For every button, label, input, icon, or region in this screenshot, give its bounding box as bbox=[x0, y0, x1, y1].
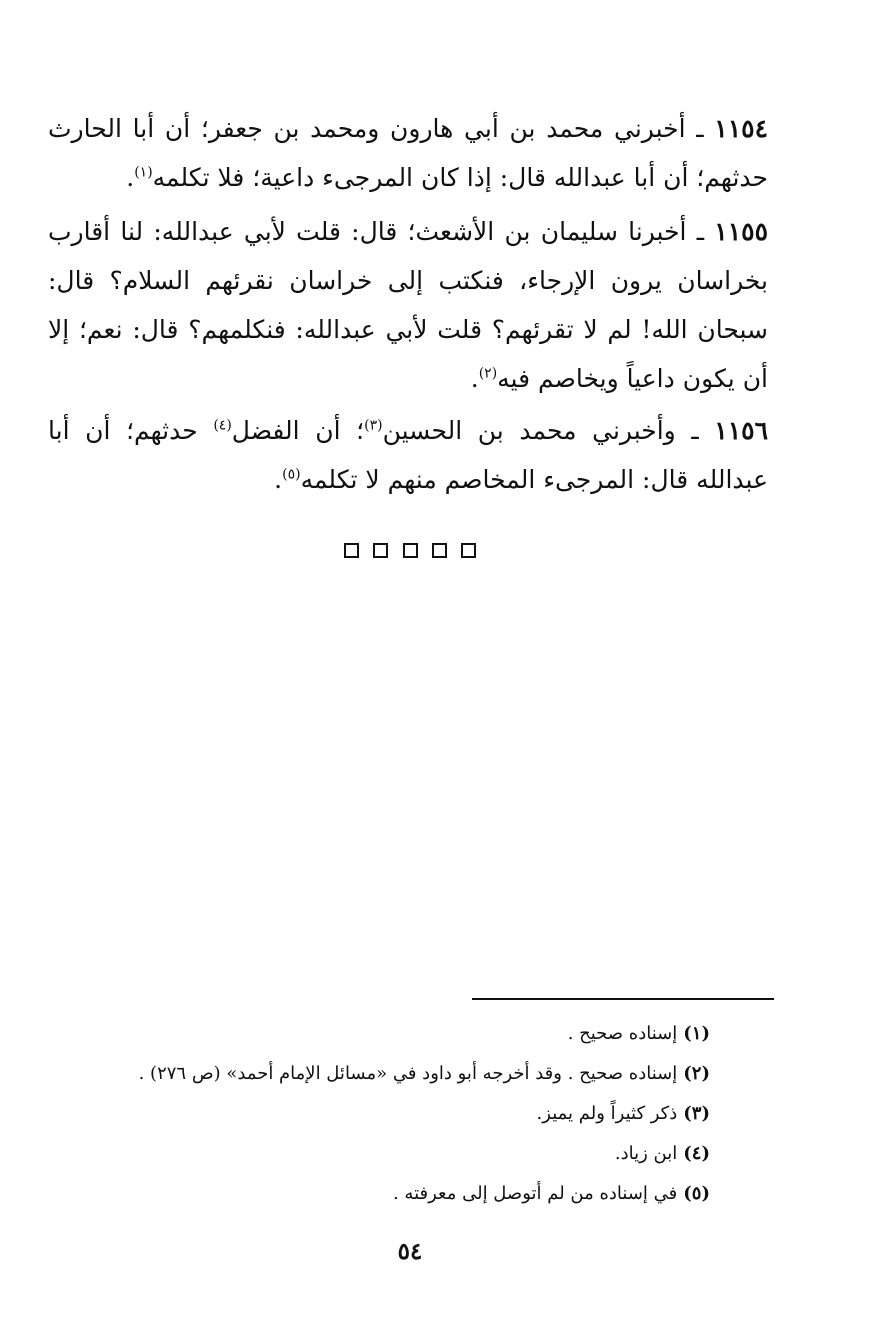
footnote-5 bbox=[110, 1174, 710, 1214]
footnote-text: ابن زياد. bbox=[614, 1143, 678, 1164]
paragraph-text: ـ أخبرنا سليمان بن الأشعث؛ قال: قلت لأبي عبدالله: لنا أقارب بخراسان يرون الإرجاء، فنكتب إلى خراسان نقرئهم السلام؟ قال: سبحان الله! لم لا تقرئهم؟ قلت لأبي عبدالله: فنكلمهم؟ قال: نعم؛ إلا أن يكون داعياً ويخاصم فيه bbox=[48, 217, 768, 393]
paragraph-text: ؛ أن الفضل bbox=[231, 416, 365, 445]
footnote-ref: (١) bbox=[134, 164, 153, 181]
footnote-text: إسناده صحيح . bbox=[567, 1023, 678, 1044]
footnote-1 bbox=[110, 1014, 710, 1054]
footnote-3 bbox=[110, 1094, 710, 1134]
paragraph-number: ١١٥٥ bbox=[714, 217, 768, 246]
footnote-number: (٥) bbox=[683, 1183, 710, 1204]
square-icon bbox=[432, 543, 447, 558]
paragraph-text: . bbox=[126, 163, 135, 192]
footnote-text: ذكر كثيراً ولم يميز. bbox=[536, 1103, 678, 1124]
footnote-ref: (٣) bbox=[364, 417, 383, 434]
paragraph-text: . bbox=[470, 364, 479, 393]
footnote-separator bbox=[472, 998, 774, 1000]
footnote-number: (٤) bbox=[683, 1143, 710, 1164]
paragraph-text: ـ وأخبرني محمد بن الحسين bbox=[382, 416, 699, 445]
footnote-ref: (٤) bbox=[213, 417, 232, 434]
footnote-4 bbox=[110, 1134, 710, 1174]
square-icon bbox=[403, 543, 418, 558]
paragraph-1155 bbox=[48, 207, 768, 403]
paragraph-number: ١١٥٤ bbox=[714, 114, 769, 143]
footnote-number: (٣) bbox=[683, 1103, 710, 1124]
square-icon bbox=[461, 543, 476, 558]
paragraph-text: . bbox=[274, 465, 283, 494]
paragraph-1156 bbox=[48, 406, 768, 504]
footnote-ref: (٥) bbox=[282, 466, 301, 483]
square-icon bbox=[344, 543, 359, 558]
paragraph-text: ـ أخبرني محمد بن أبي هارون ومحمد بن جعفر؛ أن أبا الحارث حدثهم؛ أن أبا عبدالله قال: إذا كان المرجىء داعية؛ فلا تكلمه bbox=[48, 114, 768, 192]
paragraph-1154 bbox=[48, 104, 768, 202]
footnotes bbox=[110, 1014, 710, 1214]
footnote-2 bbox=[110, 1054, 710, 1094]
square-icon bbox=[373, 543, 388, 558]
footnote-text: في إسناده من لم أتوصل إلى معرفته . bbox=[392, 1183, 678, 1204]
paragraph-number: ١١٥٦ bbox=[714, 416, 768, 445]
footnote-text: إسناده صحيح . وقد أخرجه أبو داود في «مسائل الإمام أحمد» (ص ٢٧٦) . bbox=[138, 1063, 678, 1084]
footnote-number: (٢) bbox=[683, 1063, 710, 1084]
footnote-number: (١) bbox=[683, 1023, 710, 1044]
footnote-ref: (٢) bbox=[478, 365, 498, 382]
paragraph-text: حدثهم؛ أن أبا عبدالله قال: المرجىء المخاصم منهم لا تكلمه bbox=[48, 416, 768, 494]
page-number: ٥٤ bbox=[397, 1238, 423, 1265]
section-divider-ornament bbox=[344, 540, 476, 562]
